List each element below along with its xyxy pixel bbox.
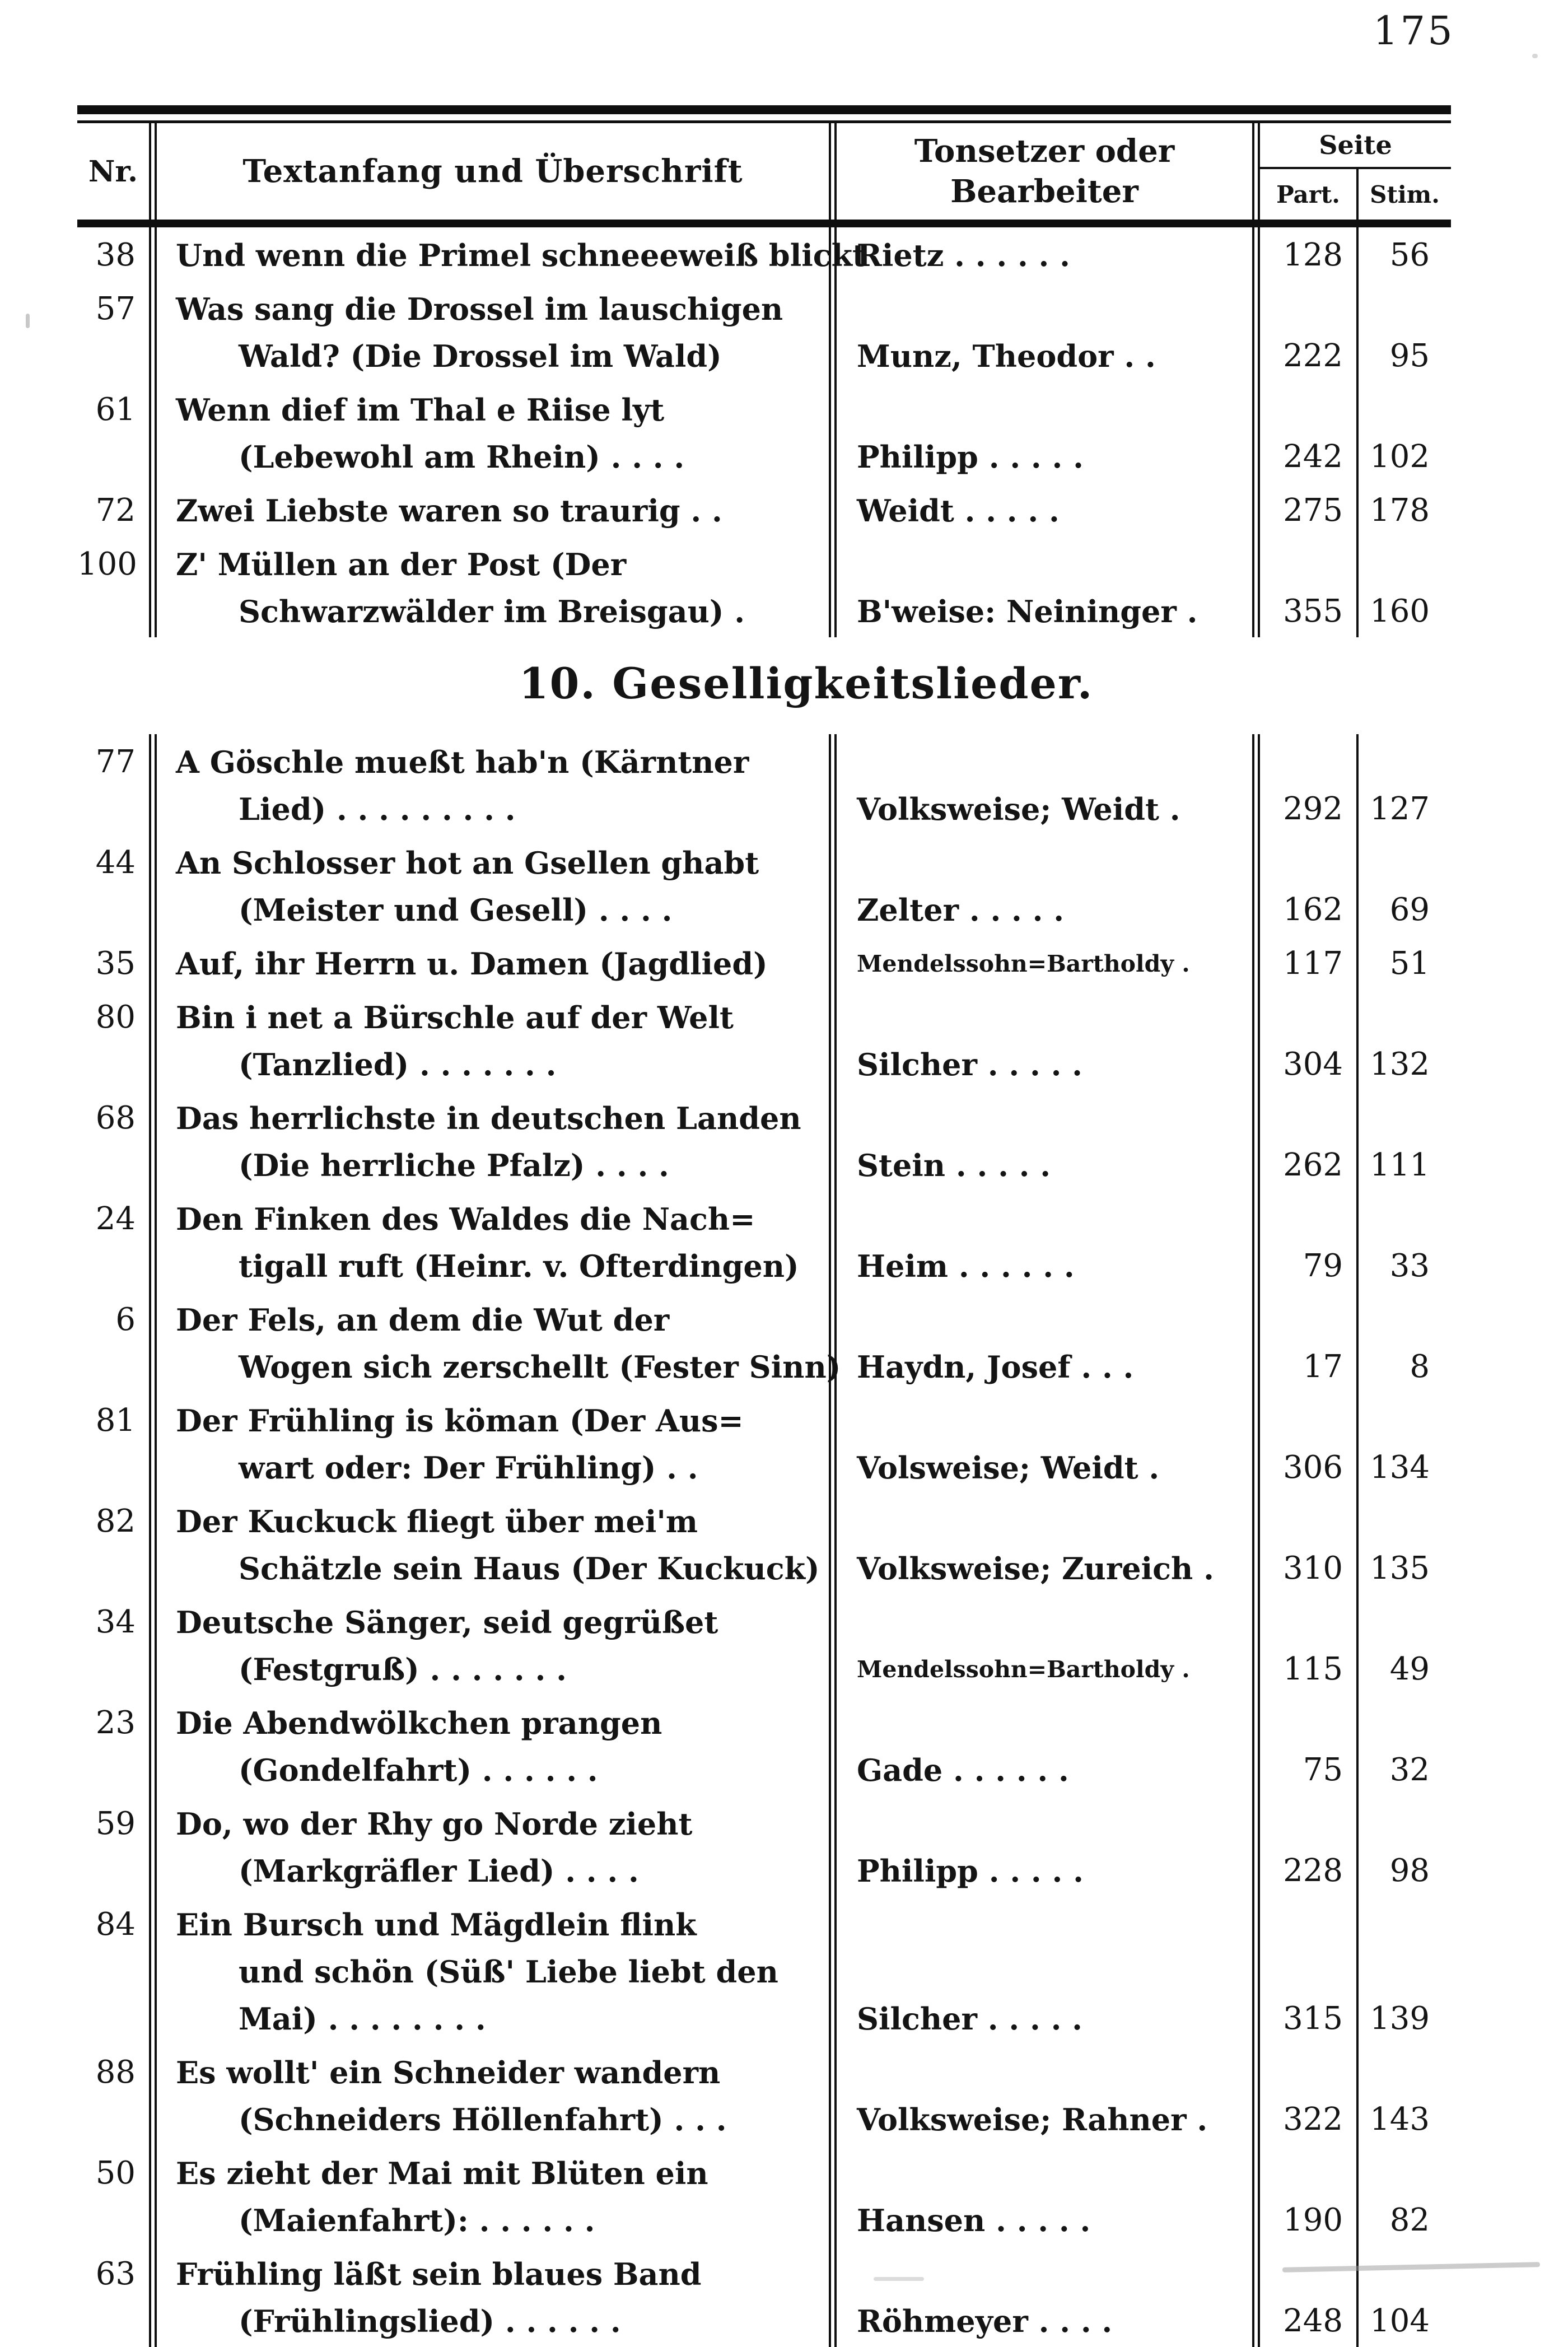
song-title-line: An Schlosser hot an Gsellen ghabt: [176, 845, 759, 881]
column-divider: [829, 1090, 837, 1191]
song-title-line: Das herrlichste in deutschen Landen: [176, 1100, 801, 1136]
song-number: 84: [95, 1906, 136, 1943]
song-title-line: Do, wo der Rhy go Norde zieht: [176, 1806, 693, 1842]
column-divider: [829, 483, 837, 536]
column-divider: [829, 2145, 837, 2246]
header-stim: Stim.: [1370, 180, 1440, 208]
song-title-line: Und wenn die Primel schneeeweiß blickt: [176, 237, 866, 273]
page-part: 248: [1283, 2303, 1343, 2339]
column-divider: [1252, 1594, 1260, 1695]
column-divider: [1252, 1494, 1260, 1594]
column-divider: [1252, 281, 1260, 382]
composer: Munz, Theodor . .: [857, 338, 1156, 374]
song-number: 38: [95, 237, 136, 273]
page-part: 315: [1283, 2000, 1343, 2037]
page-part: 222: [1283, 338, 1343, 374]
table-row: [77, 281, 1451, 382]
table-row: [77, 734, 1451, 835]
scan-artifact: [26, 314, 30, 328]
song-title-line: (Die herrliche Pfalz) . . . .: [239, 1147, 669, 1183]
column-divider: [829, 536, 837, 637]
composer: Hansen . . . . .: [857, 2203, 1091, 2238]
table-row: [77, 2246, 1451, 2347]
page-stim: 51: [1389, 945, 1430, 982]
page-stim: 143: [1370, 2101, 1430, 2138]
page-part: 275: [1283, 492, 1343, 529]
column-divider: [149, 1090, 157, 1191]
column-divider: [1252, 483, 1260, 536]
song-title-line: (Festgruß) . . . . . . .: [239, 1651, 567, 1687]
column-divider: [829, 1594, 837, 1695]
composer: B'weise: Neininger .: [857, 594, 1198, 629]
column-divider: [149, 1494, 157, 1594]
column-divider: [829, 936, 837, 990]
composer: Silcher . . . . .: [857, 1047, 1082, 1082]
table-row: [77, 2145, 1451, 2246]
song-title-line: A Göschle mueßt hab'n (Kärntner: [176, 744, 749, 780]
song-title: [157, 1594, 829, 1695]
page-stim: 82: [1389, 2202, 1430, 2238]
song-number: 72: [95, 492, 136, 529]
song-title-line: Bin i net a Bürschle auf der Welt: [176, 1000, 734, 1035]
table-row: [77, 483, 1451, 536]
composer: Volksweise; Weidt .: [857, 791, 1180, 827]
header-textanfang: Textanfang und Überschrift: [242, 153, 743, 190]
song-number: 24: [95, 1201, 136, 1237]
column-divider: [829, 1191, 837, 1292]
page-number: 175: [1373, 8, 1455, 54]
song-number: 77: [95, 744, 136, 780]
column-divider: [149, 1796, 157, 1897]
column-divider: [1252, 1393, 1260, 1494]
header-seite-group: [1260, 123, 1451, 220]
page-stim: 178: [1370, 492, 1430, 529]
song-number: 80: [95, 999, 136, 1035]
composer: Silcher . . . . .: [857, 2001, 1082, 2037]
page-stim: 104: [1370, 2303, 1430, 2339]
song-title: [157, 835, 829, 936]
song-title: [157, 1695, 829, 1796]
column-divider: [1252, 2045, 1260, 2145]
page-part: 162: [1283, 892, 1343, 928]
column-divider: [1252, 2246, 1260, 2347]
song-number: 63: [95, 2256, 136, 2292]
composer: Philipp . . . . .: [857, 1853, 1084, 1889]
page-stim: 33: [1389, 1248, 1430, 1284]
song-title-line: wart oder: Der Frühling) . .: [239, 1450, 698, 1486]
column-divider: [149, 1393, 157, 1494]
table-row: [77, 1594, 1451, 1695]
header-tonsetzer-line2: Bearbeiter: [950, 173, 1138, 210]
song-title: [157, 1292, 841, 1393]
table-row: [77, 990, 1451, 1090]
song-title-line: (Maienfahrt): . . . . . .: [239, 2203, 595, 2238]
composer: Mendelssohn=Bartholdy .: [857, 1656, 1190, 1683]
column-divider: [829, 382, 837, 483]
song-title-line: Den Finken des Waldes die Nach=: [176, 1201, 755, 1237]
song-title: [157, 1897, 829, 2045]
scan-artifact: [874, 2277, 924, 2281]
column-divider: [149, 382, 157, 483]
table-row: [77, 936, 1451, 990]
column-divider: [829, 990, 837, 1090]
song-number: 68: [95, 1100, 136, 1136]
page-part: 79: [1303, 1248, 1343, 1284]
header-tonsetzer-line1: Tonsetzer oder: [914, 133, 1175, 170]
song-title-line: (Lebewohl am Rhein) . . . .: [239, 439, 685, 475]
song-title-line: Lied) . . . . . . . . .: [239, 791, 516, 827]
song-number: 57: [95, 291, 136, 327]
page-part: 228: [1283, 1853, 1343, 1889]
page-part: 17: [1303, 1349, 1343, 1385]
column-divider: [1252, 1897, 1260, 2045]
table-row: [77, 1393, 1451, 1494]
column-divider: [149, 1695, 157, 1796]
header-bottom-rule: [77, 220, 1451, 227]
song-number: 82: [95, 1503, 136, 1539]
page-stim: 95: [1389, 338, 1430, 374]
song-number: 61: [95, 391, 136, 428]
composer: Volksweise; Rahner .: [857, 2102, 1208, 2138]
song-title-line: Mai) . . . . . . . .: [239, 2001, 486, 2037]
column-divider: [829, 281, 837, 382]
song-title: [157, 227, 866, 281]
column-divider: [149, 281, 157, 382]
song-title-line: Frühling läßt sein blaues Band: [176, 2256, 702, 2292]
composer: Rietz . . . . . .: [857, 237, 1070, 273]
song-title: [157, 2045, 829, 2145]
page-stim: 139: [1370, 2000, 1430, 2037]
column-divider: [1252, 1191, 1260, 1292]
column-divider: [1252, 1090, 1260, 1191]
column-divider: [149, 123, 157, 220]
table-row: [77, 1090, 1451, 1191]
song-title-line: tigall ruft (Heinr. v. Ofterdingen): [239, 1248, 799, 1284]
column-divider: [1252, 1292, 1260, 1393]
column-divider: [829, 835, 837, 936]
column-divider: [1252, 382, 1260, 483]
page-part: 304: [1283, 1046, 1343, 1082]
column-divider: [1252, 936, 1260, 990]
header-part: Part.: [1276, 180, 1340, 208]
column-divider: [1252, 990, 1260, 1090]
page-stim: 69: [1389, 892, 1430, 928]
composer: Volsweise; Weidt .: [857, 1450, 1160, 1486]
composer: Weidt . . . . .: [857, 493, 1060, 529]
page-stim: 49: [1389, 1651, 1430, 1687]
column-divider: [1252, 734, 1260, 835]
page-stim: 8: [1410, 1349, 1430, 1385]
column-divider: [1252, 1695, 1260, 1796]
page-stim: 132: [1370, 1046, 1430, 1082]
table-row: [77, 2045, 1451, 2145]
page-part: 355: [1283, 593, 1343, 629]
column-divider: [149, 536, 157, 637]
song-title-line: Wenn dief im Thal e Riise lyt: [176, 392, 665, 428]
table-row: [77, 1897, 1451, 2045]
column-divider: [149, 2145, 157, 2246]
column-divider: [149, 483, 157, 536]
song-title: [157, 382, 829, 483]
page-part: 115: [1283, 1651, 1343, 1687]
column-divider: [149, 227, 157, 281]
page-stim: 134: [1370, 1449, 1430, 1486]
song-title-line: Schwarzwälder im Breisgau) .: [239, 594, 745, 629]
header-nr: Nr.: [88, 154, 138, 189]
song-title: [157, 1494, 829, 1594]
song-title-line: Wald? (Die Drossel im Wald): [239, 338, 722, 374]
page-stim: 56: [1389, 237, 1430, 273]
column-divider: [149, 2045, 157, 2145]
song-title: [157, 281, 829, 382]
song-title-line: Deutsche Sänger, seid gegrüßet: [176, 1604, 718, 1640]
table-row: [77, 1695, 1451, 1796]
column-divider: [149, 2246, 157, 2347]
song-title: [157, 483, 829, 536]
index-table: [77, 105, 1451, 2347]
song-title: [157, 1393, 829, 1494]
composer: Volksweise; Zureich .: [857, 1551, 1214, 1587]
column-divider: [829, 1292, 837, 1393]
composer: Mendelssohn=Bartholdy .: [857, 950, 1190, 977]
table-row: [77, 227, 1451, 281]
page-part: 322: [1283, 2101, 1343, 2138]
column-divider: [149, 1897, 157, 2045]
composer: Philipp . . . . .: [857, 439, 1084, 475]
song-number: 34: [95, 1604, 136, 1640]
composer: Gade . . . . . .: [857, 1752, 1069, 1788]
page-stim: 32: [1389, 1752, 1430, 1788]
page-part: 190: [1283, 2202, 1343, 2238]
table-row: [77, 1191, 1451, 1292]
column-divider: [1252, 2145, 1260, 2246]
song-number: 100: [77, 546, 137, 582]
composer: Haydn, Josef . . .: [857, 1349, 1134, 1385]
song-title-line: Wogen sich zerschellt (Fester Sinn): [239, 1349, 841, 1385]
composer: Zelter . . . . .: [857, 892, 1065, 928]
column-divider: [829, 227, 837, 281]
column-divider: [149, 835, 157, 936]
song-title: [157, 1090, 829, 1191]
song-title-line: (Gondelfahrt) . . . . . .: [239, 1752, 598, 1788]
song-title-line: (Meister und Gesell) . . . .: [239, 892, 673, 928]
page-stim: 160: [1370, 593, 1430, 629]
song-title: [157, 2246, 829, 2347]
song-number: 81: [95, 1402, 136, 1439]
header-seite: Seite: [1260, 123, 1451, 169]
column-divider: [149, 1594, 157, 1695]
composer: Stein . . . . .: [857, 1147, 1051, 1183]
section-heading: 10. Geselligkeitslieder.: [519, 659, 1094, 708]
column-divider: [149, 936, 157, 990]
page-part: 306: [1283, 1449, 1343, 1486]
column-divider: [1252, 835, 1260, 936]
column-divider: [1252, 536, 1260, 637]
page-part: 262: [1283, 1147, 1343, 1183]
song-number: 23: [95, 1705, 136, 1741]
song-title-line: Der Fels, an dem die Wut der: [176, 1302, 670, 1338]
table-header-row: [77, 123, 1451, 220]
column-divider: [829, 2246, 837, 2347]
song-title: [157, 936, 829, 990]
song-title: [157, 990, 829, 1090]
column-divider: [829, 1393, 837, 1494]
page-part: 128: [1283, 237, 1343, 273]
column-divider: [829, 734, 837, 835]
song-title-line: Ein Bursch und Mägdlein flink: [176, 1907, 697, 1943]
page-part: 310: [1283, 1550, 1343, 1587]
song-title: [157, 1796, 829, 1897]
table-body-section-1: [77, 227, 1451, 637]
page-stim: 111: [1370, 1147, 1430, 1183]
table-row: [77, 382, 1451, 483]
header-tonsetzer: [837, 123, 1252, 220]
page-stim: 127: [1370, 791, 1430, 827]
column-divider: [829, 1695, 837, 1796]
composer: Heim . . . . . .: [857, 1248, 1075, 1284]
song-number: 35: [95, 945, 136, 982]
column-divider: [829, 1494, 837, 1594]
song-number: 44: [95, 844, 136, 881]
table-row: [77, 1796, 1451, 1897]
song-title: [157, 1191, 829, 1292]
column-divider: [149, 734, 157, 835]
column-divider: [1252, 1796, 1260, 1897]
column-divider: [1252, 123, 1260, 220]
column-divider: [829, 1796, 837, 1897]
table-row: [77, 835, 1451, 936]
song-title-line: Z' Müllen an der Post (Der: [176, 547, 627, 582]
table-body-section-2: [77, 734, 1451, 2347]
table-row: [77, 536, 1451, 637]
song-title-line: Es wollt' ein Schneider wandern: [176, 2055, 721, 2091]
song-title-line: Was sang die Drossel im lauschigen: [176, 291, 783, 327]
column-divider: [829, 123, 837, 220]
column-divider: [829, 1897, 837, 2045]
table-row: [77, 1292, 1451, 1393]
page-stim: 98: [1389, 1853, 1430, 1889]
column-divider: [1252, 227, 1260, 281]
page-part: 75: [1303, 1752, 1343, 1788]
top-rule-thick: [77, 105, 1451, 114]
column-divider: [149, 1191, 157, 1292]
song-title: [157, 2145, 829, 2246]
song-title: [157, 734, 829, 835]
song-title-line: Schätzle sein Haus (Der Kuckuck): [239, 1551, 820, 1587]
page-stim: 135: [1370, 1550, 1430, 1587]
page-part: 117: [1283, 945, 1343, 982]
song-title-line: Es zieht der Mai mit Blüten ein: [176, 2155, 708, 2191]
page-part: 242: [1283, 438, 1343, 475]
header-seite-sub: [1260, 169, 1451, 220]
song-title-line: (Frühlingslied) . . . . . .: [239, 2303, 621, 2339]
song-title-line: Zwei Liebste waren so traurig . .: [176, 493, 722, 529]
song-number: 50: [95, 2155, 136, 2191]
song-title: [157, 536, 829, 637]
composer: Röhmeyer . . . .: [857, 2303, 1113, 2339]
song-title-line: Der Frühling is köman (Der Aus=: [176, 1403, 744, 1439]
song-title-line: und schön (Süß' Liebe liebt den: [239, 1954, 778, 1990]
song-number: 59: [95, 1805, 136, 1842]
song-number: 6: [115, 1301, 136, 1338]
song-title-line: Die Abendwölkchen prangen: [176, 1705, 662, 1741]
song-title-line: (Markgräfler Lied) . . . .: [239, 1853, 639, 1889]
song-title-line: (Schneiders Höllenfahrt) . . .: [239, 2102, 727, 2138]
column-divider: [149, 990, 157, 1090]
page-stim: 102: [1370, 438, 1430, 475]
scan-artifact: [1532, 54, 1538, 58]
song-title-line: Der Kuckuck fliegt über mei'm: [176, 1504, 698, 1539]
song-number: 88: [95, 2054, 136, 2091]
table-row: [77, 1494, 1451, 1594]
page-part: 292: [1283, 791, 1343, 827]
song-title-line: (Tanzlied) . . . . . . .: [239, 1047, 557, 1082]
column-divider: [829, 2045, 837, 2145]
song-title-line: Auf, ihr Herrn u. Damen (Jagdlied): [176, 946, 768, 982]
column-divider: [149, 1292, 157, 1393]
